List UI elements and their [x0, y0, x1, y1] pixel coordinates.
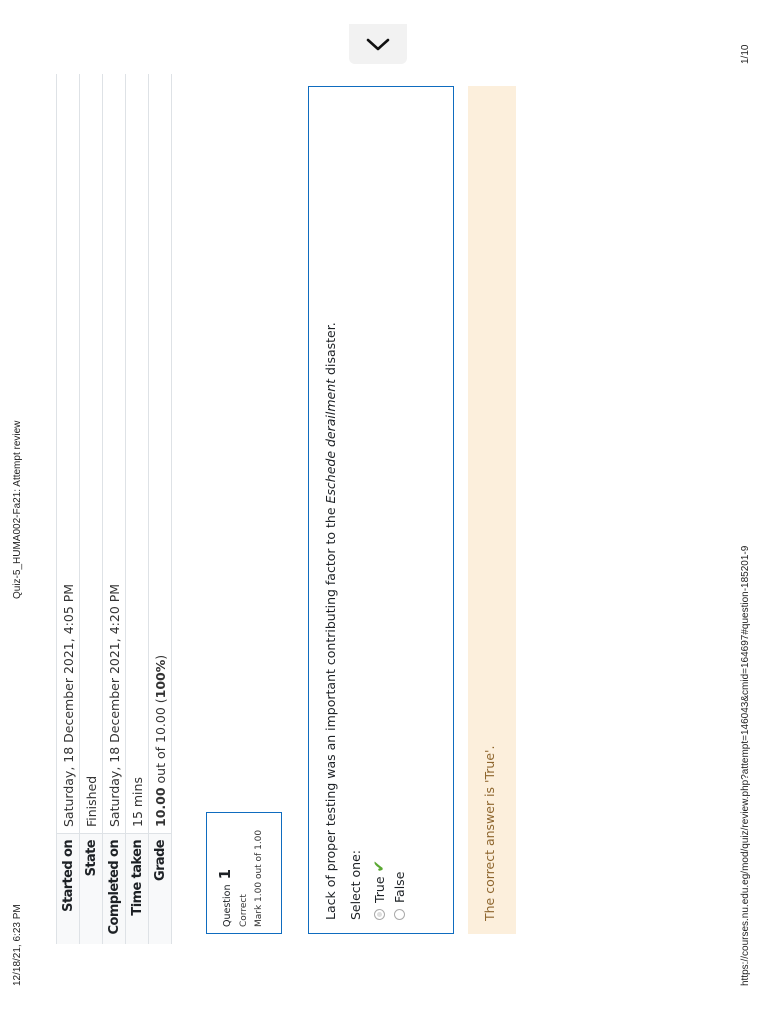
option-true[interactable]: [369, 100, 389, 920]
feedback-box: [468, 86, 516, 934]
grade-close: ): [152, 654, 168, 660]
option-label: True: [371, 876, 387, 903]
question-text-part: Lack of proper testing was an important contributing factor to the: [323, 503, 338, 920]
question-label: Question: [222, 884, 233, 927]
print-date: 12/18/21, 6:23 PM: [12, 904, 23, 986]
print-url: https://courses.nu.edu.eg/mod/quiz/review.php?attempt=146043&cmid=164697#question-185201-9: [740, 545, 751, 986]
question-info-box: [206, 812, 282, 934]
question-mark: Mark 1.00 out of 1.00: [254, 829, 264, 927]
print-page-number: 1/10: [740, 44, 751, 64]
select-prompt: Select one:: [348, 849, 363, 920]
summary-label: Completed on: [103, 834, 126, 945]
option-label: False: [391, 871, 407, 903]
grade-out-of: out of 10.00 (: [152, 698, 168, 788]
summary-row: [126, 74, 149, 944]
summary-value: 15 mins: [126, 74, 149, 834]
summary-row-grade: [149, 74, 172, 944]
option-false[interactable]: [389, 100, 409, 920]
summary-value: Finished: [80, 74, 103, 834]
question-text-end: disaster.: [323, 322, 338, 379]
radio-true[interactable]: [374, 909, 385, 920]
grade-percent: 100%: [152, 659, 168, 699]
question-num: 1: [216, 868, 234, 880]
summary-label: Time taken: [126, 834, 149, 945]
correct-check-icon: ✔: [370, 859, 388, 873]
print-title: Quiz-5_HUMA002-Fa21: Attempt review: [12, 420, 23, 599]
question-text-italic: Eschede derailment: [323, 378, 338, 504]
attempt-summary-table: [56, 74, 172, 944]
summary-value: Saturday, 18 December 2021, 4:05 PM: [57, 74, 80, 834]
question-text: [323, 100, 338, 920]
grade-score: 10.00: [152, 787, 168, 827]
grade-label: Grade: [149, 834, 172, 945]
summary-value: Saturday, 18 December 2021, 4:20 PM: [103, 74, 126, 834]
summary-label: Started on: [57, 834, 80, 945]
grade-value: [149, 74, 172, 834]
scroll-chevron-button[interactable]: [349, 24, 407, 64]
question-number: [215, 819, 234, 927]
summary-row: [103, 74, 126, 944]
radio-false[interactable]: [394, 909, 405, 920]
summary-row: [80, 74, 103, 944]
question-content: [308, 86, 454, 934]
correct-answer-text: The correct answer is 'True'.: [482, 745, 497, 921]
chevron-left-icon: [366, 36, 390, 52]
summary-row: [57, 74, 80, 944]
question-status: Correct: [239, 894, 249, 927]
summary-label: State: [80, 834, 103, 945]
